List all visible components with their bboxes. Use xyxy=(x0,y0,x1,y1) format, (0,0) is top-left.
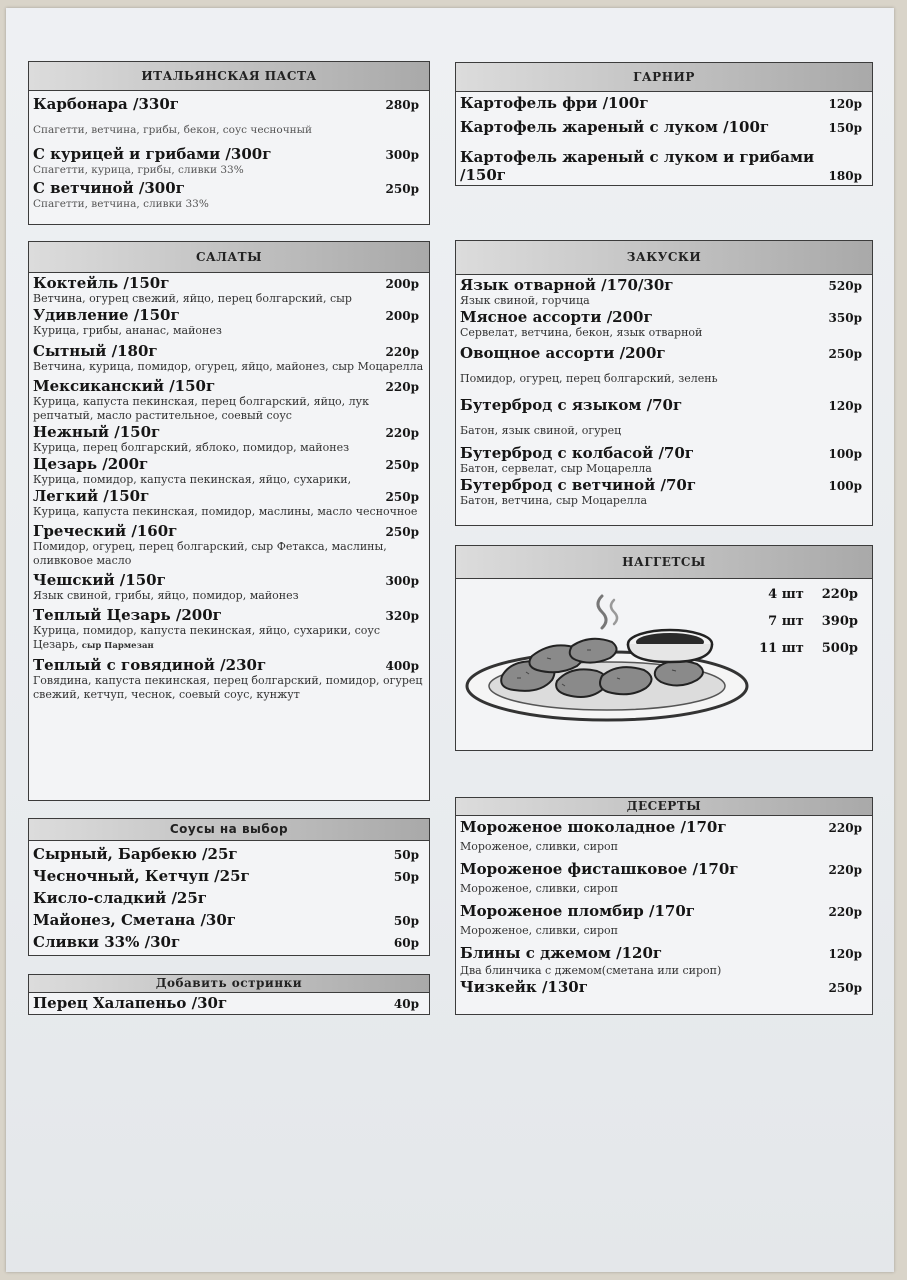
item-desc: Язык свиной, грибы, яйцо, помидор, майонез xyxy=(33,589,299,602)
item-price: 120р xyxy=(828,97,862,111)
item-price: 350р xyxy=(828,311,862,325)
salad-item xyxy=(33,455,425,487)
item-desc: Ветчина, огурец свежий, яйцо, перец болгарский, сыр xyxy=(33,292,352,305)
sauce-item xyxy=(33,845,425,867)
item-desc: Говядина, капуста пекинская, перец болгарский, помидор, огурец свежий, кетчуп, чеснок, соевый соус, кунжут xyxy=(33,674,423,701)
item-name: Мороженое шоколадное /170г xyxy=(460,818,727,836)
dessert-item xyxy=(460,944,868,978)
item-price: 400р xyxy=(385,659,419,673)
item-name: Чесночный, Кетчуп /25г xyxy=(33,867,250,885)
salad-item xyxy=(33,487,425,519)
garnish-item xyxy=(460,94,868,118)
item-desc-small: сыр Пармезан xyxy=(81,641,154,651)
item-name: Чешский /150г xyxy=(33,571,166,589)
salad-item xyxy=(33,571,425,603)
item-name: Картофель жареный с луком /100г xyxy=(460,118,770,136)
item-name: Картофель фри /100г xyxy=(460,94,649,112)
item-name: Мексиканский /150г xyxy=(33,377,216,395)
item-desc: Спагетти, ветчина, сливки 33% xyxy=(33,198,209,210)
item-price: 200р xyxy=(385,309,419,323)
snacks-title: ЗАКУСКИ xyxy=(456,241,872,275)
nuggets-price: 220р xyxy=(821,587,858,602)
spicy-item xyxy=(33,994,425,1012)
item-name: Удивление /150г xyxy=(33,306,180,324)
item-desc: Помидор, огурец, перец болгарский, зелень xyxy=(460,372,718,385)
item-price: 220р xyxy=(828,821,862,835)
item-name: Цезарь /200г xyxy=(33,455,149,473)
item-name: Перец Халапеньо /30г xyxy=(33,994,228,1012)
nuggets-qty: 4 шт xyxy=(768,587,804,602)
salads-section xyxy=(28,241,430,801)
item-name: Язык отварной /170/30г xyxy=(460,276,674,294)
nuggets-price: 390р xyxy=(821,614,858,629)
pasta-item xyxy=(33,145,425,163)
item-name: Сливки 33% /30г xyxy=(33,933,181,951)
item-desc: Батон, ветчина, сыр Моцарелла xyxy=(460,494,648,507)
item-name: Теплый Цезарь /200г xyxy=(33,606,222,624)
sauce-item xyxy=(33,889,425,911)
dessert-item xyxy=(460,902,868,938)
item-price: 40р xyxy=(393,997,419,1011)
salads-title: САЛАТЫ xyxy=(29,242,429,273)
item-price: 220р xyxy=(385,380,419,394)
item-name: Греческий /160г xyxy=(33,522,178,540)
item-name: Овощное ассорти /200г xyxy=(460,344,666,362)
item-name: Майонез, Сметана /30г xyxy=(33,911,236,929)
item-price: 250р xyxy=(385,490,419,504)
item-desc: Курица, помидор, капуста пекинская, яйцо, сухарики, xyxy=(33,473,352,486)
item-desc-text: Курица, помидор, капуста пекинская, яйцо, сухарики, соус Цезарь, xyxy=(33,624,381,651)
pasta-title: ИТАЛЬЯНСКАЯ ПАСТА xyxy=(29,62,429,91)
item-price: 250р xyxy=(385,525,419,539)
item-name: Мороженое фисташковое /170г xyxy=(460,860,739,878)
sauce-item xyxy=(33,933,425,955)
nuggets-section xyxy=(455,545,873,751)
nuggets-plate-icon xyxy=(462,586,752,726)
item-price: 50р xyxy=(393,848,419,862)
item-name-cont: /150г xyxy=(460,166,506,184)
item-desc: Язык свиной, горчица xyxy=(460,294,590,307)
item-price: 300р xyxy=(385,574,419,588)
salad-item xyxy=(33,522,425,568)
item-price: 220р xyxy=(385,426,419,440)
garnish-title: ГАРНИР xyxy=(456,63,872,92)
item-price: 50р xyxy=(393,914,419,928)
sauce-item xyxy=(33,867,425,889)
item-price: 220р xyxy=(828,905,862,919)
desserts-section xyxy=(455,797,873,1015)
item-name: С курицей и грибами /300г xyxy=(33,145,272,163)
snack-item xyxy=(460,308,868,340)
menu-page xyxy=(6,8,894,1272)
salad-item xyxy=(33,606,425,653)
snack-item xyxy=(460,444,868,476)
salad-item xyxy=(33,342,425,374)
desserts-title: ДЕСЕРТЫ xyxy=(456,798,872,816)
item-desc: Курица, капуста пекинская, перец болгарский, яйцо, лук репчатый, масло растительное, соевый соус xyxy=(33,395,369,422)
item-name: Бутерброд с ветчиной /70г xyxy=(460,476,697,494)
item-name: Бутерброд с колбасой /70г xyxy=(460,444,694,462)
item-price: 100р xyxy=(828,479,862,493)
sauces-title: Соусы на выбор xyxy=(29,819,429,841)
garnish-section xyxy=(455,62,873,186)
sauce-item xyxy=(33,911,425,933)
snacks-section xyxy=(455,240,873,526)
item-desc: Два блинчика с джемом(сметана или сироп) xyxy=(460,964,722,977)
item-price: 120р xyxy=(828,399,862,413)
snack-item xyxy=(460,276,868,308)
item-price: 250р xyxy=(385,458,419,472)
item-price: 60р xyxy=(393,936,419,950)
item-name: Чизкейк /130г xyxy=(460,978,588,996)
nuggets-title: НАГГЕТСЫ xyxy=(456,546,872,579)
item-desc: Курица, капуста пекинская, помидор, маслины, масло чесночное xyxy=(33,505,418,518)
item-desc: Батон, сервелат, сыр Моцарелла xyxy=(460,462,652,475)
item-price: 250р xyxy=(828,981,862,995)
item-price: 200р xyxy=(385,277,419,291)
item-name: Картофель жареный с луком и грибами xyxy=(460,148,815,166)
item-price: 100р xyxy=(828,447,862,461)
salad-item xyxy=(33,656,425,702)
spicy-section xyxy=(28,974,430,1015)
item-name: Мясное ассорти /200г xyxy=(460,308,653,326)
garnish-item xyxy=(460,148,868,184)
snack-item xyxy=(460,476,868,508)
item-name: Карбонара /330г xyxy=(33,95,179,113)
pasta-item xyxy=(33,95,425,113)
item-desc: Спагетти, ветчина, грибы, бекон, соус чесночный xyxy=(33,124,313,136)
snack-item xyxy=(460,344,868,386)
item-name: С ветчиной /300г xyxy=(33,179,185,197)
item-desc: Курица, перец болгарский, яблоко, помидор, майонез xyxy=(33,441,350,454)
item-price: 520р xyxy=(828,279,862,293)
item-price: 220р xyxy=(828,863,862,877)
item-desc: Спагетти, курица, грибы, сливки 33% xyxy=(33,164,244,176)
item-desc: Ветчина, курица, помидор, огурец, яйцо, майонез, сыр Моцарелла xyxy=(33,360,424,373)
salad-item xyxy=(33,423,425,455)
item-price: 250р xyxy=(385,182,419,196)
item-name: Бутерброд с языком /70г xyxy=(460,396,683,414)
nuggets-price: 500р xyxy=(821,641,858,656)
dessert-item xyxy=(460,818,868,854)
salad-item xyxy=(33,274,425,306)
spicy-title: Добавить остринки xyxy=(29,975,429,993)
item-name: Сырный, Барбекю /25г xyxy=(33,845,238,863)
garnish-item xyxy=(460,118,868,148)
item-price: 280р xyxy=(385,98,419,112)
item-desc: Батон, язык свиной, огурец xyxy=(460,424,622,437)
item-name: Коктейль /150г xyxy=(33,274,170,292)
item-price: 180р xyxy=(828,169,862,183)
item-desc xyxy=(33,624,425,653)
nuggets-qty: 11 шт xyxy=(759,641,804,656)
item-name: Легкий /150г xyxy=(33,487,150,505)
item-desc: Курица, грибы, ананас, майонез xyxy=(33,324,222,337)
item-name: Сытный /180г xyxy=(33,342,158,360)
salad-item xyxy=(33,377,425,423)
dessert-item xyxy=(460,860,868,896)
snack-item xyxy=(460,396,868,438)
salad-item xyxy=(33,306,425,338)
item-desc: Помидор, огурец, перец болгарский, сыр Фетакса, маслины, оливковое масло xyxy=(33,540,387,567)
item-price: 220р xyxy=(385,345,419,359)
item-price: 250р xyxy=(828,347,862,361)
item-price: 300р xyxy=(385,148,419,162)
item-desc: Мороженое, сливки, сироп xyxy=(460,840,618,853)
item-price: 150р xyxy=(828,121,862,135)
dessert-item xyxy=(460,978,868,996)
nuggets-plate-illustration xyxy=(462,586,752,730)
item-name: Нежный /150г xyxy=(33,423,161,441)
sauces-section xyxy=(28,818,430,956)
item-desc: Мороженое, сливки, сироп xyxy=(460,882,618,895)
item-name: Блины с джемом /120г xyxy=(460,944,663,962)
item-name: Мороженое пломбир /170г xyxy=(460,902,695,920)
item-desc: Мороженое, сливки, сироп xyxy=(460,924,618,937)
item-price: 320р xyxy=(385,609,419,623)
pasta-section xyxy=(28,61,430,225)
item-desc: Сервелат, ветчина, бекон, язык отварной xyxy=(460,326,703,339)
item-name: Теплый с говядиной /230г xyxy=(33,656,267,674)
item-name: Кисло-сладкий /25г xyxy=(33,889,207,907)
item-price: 120р xyxy=(828,947,862,961)
item-price: 50р xyxy=(393,870,419,884)
nuggets-qty: 7 шт xyxy=(768,614,804,629)
pasta-item xyxy=(33,179,425,197)
